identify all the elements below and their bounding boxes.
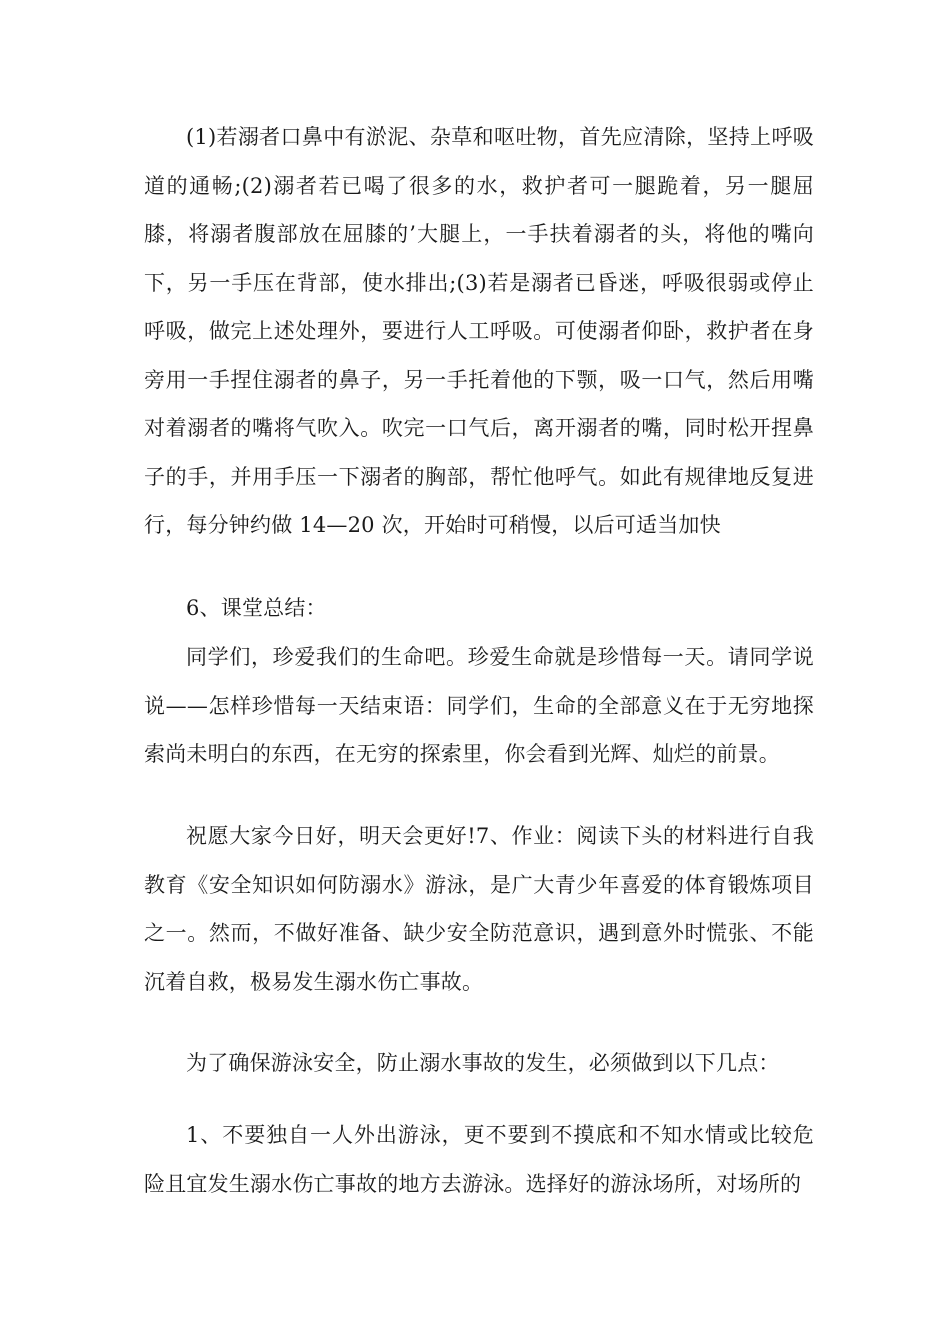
paragraph-rescue-steps: (1)若溺者口鼻中有淤泥、杂草和呕吐物，首先应清除，坚持上呼吸道的通畅;(2)溺者若已喝了很多的水，救护者可一腿跪着，另一腿屈膝，将溺者腹部放在屈膝的’大腿上，一手扶着溺者的头，将他的嘴向下，另一手压在背部，使水排出;(3)若是溺者已昏迷，呼吸很弱或停止呼吸，做完上述处理外，要进行人工呼吸。可使溺者仰卧，救护者在身旁用一手捏住溺者的鼻子，另一手托着他的下颚，吸一口气，然后用嘴对着溺者的嘴将气吹入。吹完一口气后，离开溺者的嘴，同时松开捏鼻子的手，并用手压一下溺者的胸部，帮忙他呼气。如此有规律地反复进行，每分钟约做 14—20 次，开始时可稍慢，以后可适当加快 — [144, 125, 814, 537]
paragraph-safety-intro: 为了确保游泳安全，防止溺水事故的发生，必须做到以下几点： — [186, 1051, 780, 1075]
paragraph-safety-rule-1: 1、不要独自一人外出游泳，更不要到不摸底和不知水情或比较危险且宜发生溺水伤亡事故的地方去游泳。选择好的游泳场所，对场所的 — [144, 1123, 814, 1196]
paragraph-homework: 祝愿大家今日好，明天会更好!7、作业：阅读下头的材料进行自我教育《安全知识如何防溺水》游泳，是广大青少年喜爱的体育锻炼项目之一。然而，不做好准备、缺少安全防范意识，遇到意外时慌张、不能沉着自救，极易发生溺水伤亡事故。 — [144, 824, 814, 994]
paragraph-cherish-life: 同学们，珍爱我们的生命吧。珍爱生命就是珍惜每一天。请同学说说——怎样珍惜每一天结束语：同学们，生命的全部意义在于无穷地探索尚未明白的东西，在无穷的探索里，你会看到光辉、灿烂的前景。 — [144, 645, 814, 766]
paragraph-class-summary-heading: 6、课堂总结： — [186, 596, 327, 620]
